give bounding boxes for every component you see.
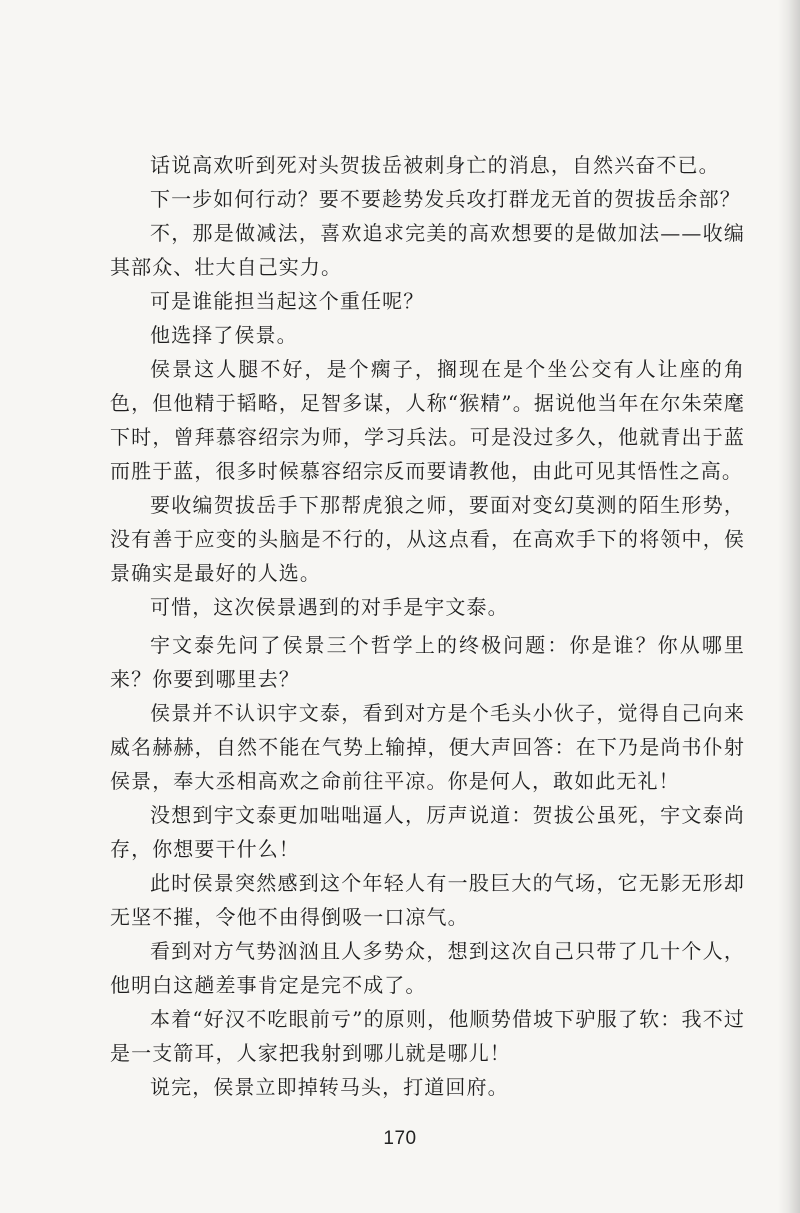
paragraph: 宇文泰先问了侯景三个哲学上的终极问题：你是谁？你从哪里来？你要到哪里去？ bbox=[110, 633, 745, 691]
paragraph: 说完，侯景立即掉转马头，打道回府。 bbox=[150, 1075, 509, 1099]
paragraph: 不，那是做减法，喜欢追求完美的高欢想要的是做加法——收编其部众、壮大自己实力。 bbox=[110, 221, 745, 279]
paragraph: 可是谁能担当起这个重任呢？ bbox=[150, 289, 425, 313]
paragraph: 要收编贺拔岳手下那帮虎狼之师，要面对变幻莫测的陌生形势，没有善于应变的头脑是不行的，从这点看，在高欢手下的将领中，侯景确实是最好的人选。 bbox=[110, 493, 745, 585]
page-number: 170 bbox=[383, 1128, 417, 1149]
paragraph: 话说高欢听到死对头贺拔岳被刺身亡的消息，自然兴奋不已。 bbox=[150, 153, 720, 177]
paragraph: 侯景并不认识宇文泰，看到对方是个毛头小伙子，觉得自己向来威名赫赫，自然不能在气势上输掉，便大声回答：在下乃是尚书仆射侯景，奉大丞相高欢之命前往平凉。你是何人，敢如此无礼！ bbox=[110, 701, 745, 793]
paragraph: 下一步如何行动？要不要趁势发兵攻打群龙无首的贺拔岳余部？ bbox=[150, 187, 741, 211]
section-1 bbox=[110, 148, 745, 624]
paragraph: 侯景这人腿不好，是个瘸子，搁现在是个坐公交有人让座的角色，但他精于韬略，足智多谋，人称“猴精”。据说他当年在尔朱荣麾下时，曾拜慕容绍宗为师，学习兵法。可是没过多久，他就青出于蓝而胜于蓝，很多时候慕容绍宗反而要请教他，由此可见其悟性之高。 bbox=[110, 357, 745, 483]
paragraph: 看到对方气势汹汹且人多势众，想到这次自己只带了几十个人，他明白这趟差事肯定是完不成了。 bbox=[110, 939, 745, 997]
page-edge-shadow bbox=[778, 0, 800, 1213]
paragraph: 本着“好汉不吃眼前亏”的原则，他顺势借坡下驴服了软：我不过是一支箭耳，人家把我射到哪儿就是哪儿！ bbox=[110, 1007, 745, 1065]
paragraph: 可惜，这次侯景遇到的对手是宇文泰。 bbox=[150, 595, 509, 619]
paragraph: 他选择了侯景。 bbox=[150, 323, 298, 347]
paragraph: 此时侯景突然感到这个年轻人有一股巨大的气场，它无影无形却无坚不摧，令他不由得倒吸一口凉气。 bbox=[110, 871, 745, 929]
paragraph: 没想到宇文泰更加咄咄逼人，厉声说道：贺拔公虽死，宇文泰尚存，你想要干什么！ bbox=[110, 803, 745, 861]
section-2 bbox=[110, 628, 745, 1104]
